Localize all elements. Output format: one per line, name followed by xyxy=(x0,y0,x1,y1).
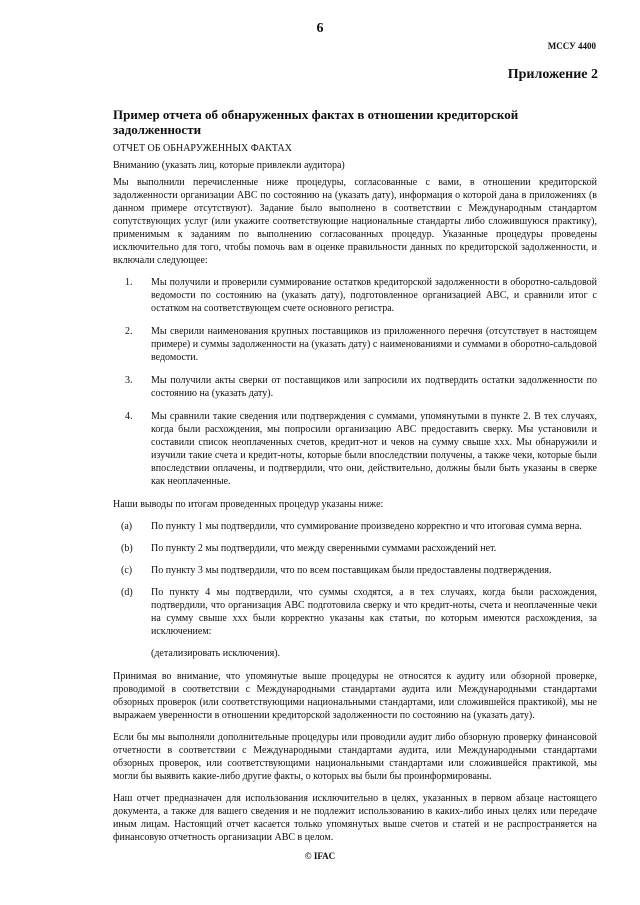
item-text: Мы получили и проверили суммирование остатков кредиторской задолженности в оборотно-сальдовой ведомости по состоянию на (указать дату), подготовленное организацией ABC, и сравнили итог с остатком на соответствующем счете основного регистра. xyxy=(151,277,597,314)
exceptions-note: (детализировать исключения). xyxy=(151,648,281,659)
item-number: 1. xyxy=(125,277,133,288)
item-letter: (a) xyxy=(121,521,133,532)
procedures-list xyxy=(113,276,597,488)
item-text: Мы сверили наименования крупных поставщиков из приложенного перечня (отсутствует в настоящем примере) и суммы задолженности на (указать дату) с наименованиями и суммами в оборотно-сальдовой ведомости. xyxy=(151,326,597,363)
item-text: По пункту 3 мы подтвердили, что по всем поставщикам были предоставлены подтверждения. xyxy=(151,565,552,576)
item-number: 3. xyxy=(125,375,133,386)
item-text: По пункту 2 мы подтвердили, что между сверенными суммами расхождений нет. xyxy=(151,543,497,554)
item-number: 4. xyxy=(125,411,133,422)
list-item xyxy=(113,520,597,533)
document-body xyxy=(113,107,597,848)
item-text: По пункту 4 мы подтвердили, что суммы сходятся, а в тех случаях, когда были расхождения, подтвердили, что организация ABC подготовила сверку и что кредит-ноты, счета и неоплаченные чеки на сумму свыше xxx были корректно указаны как статьи, по которым имеются расхождения, за исключением: xyxy=(151,587,597,637)
page-title: Пример отчета об обнаруженных фактах в отношении кредиторской задолженности xyxy=(113,107,519,137)
list-item xyxy=(113,374,597,400)
appendix-label: Приложение 2 xyxy=(507,67,598,82)
item-text: Мы сравнили такие сведения или подтверждения с суммами, упомянутыми в пункте 2. В тех случаях, когда были расхождения, мы попросили организацию ABC предоставить сверку. Мы установили и составили список неоплаченных счетов, кредит-нот и чеков на сумму свыше xxx. Мы обнаружили и изучили такие счета и кредит-ноты, которые были впоследствии получены, а также чеки, которые были впоследствии оплачены, и подтвердили, что они, действительно, должны были быть указаны в сверке как неоплаченные. xyxy=(151,411,597,487)
purpose-paragraph: Наш отчет предназначен для использования исключительно в целях, указанных в первом абзаце настоящего документа, а также для вашего сведения и не подлежит использованию в каких-либо иных целях или передаче иным лицам. Настоящий отчет касается только упомянутых выше счетов и статей и не распространяется на финансовую отчетность организации ABC в целом. xyxy=(113,793,597,843)
item-number: 2. xyxy=(125,326,133,337)
list-item xyxy=(113,542,597,555)
item-letter: (b) xyxy=(121,543,133,554)
list-item xyxy=(113,325,597,364)
findings-list xyxy=(113,520,597,638)
item-letter: (d) xyxy=(121,587,133,598)
additional-procedures-paragraph: Если бы мы выполняли дополнительные процедуры или проводили аудит либо обзорную проверку финансовой отчетности в соответствии с Международными стандартами аудита, или Международными стандартами обзорных проверок, или соответствующими национальными стандартами или сложившейся практикой, мы могли бы выявить какие-либо другие факты, о которых вы были бы проинформированы. xyxy=(113,732,597,782)
item-text: Мы получили акты сверки от поставщиков или запросили их подтвердить остатки задолженности по состоянию на (указать дату). xyxy=(151,375,597,399)
copyright-footer: © IFAC xyxy=(304,851,336,861)
item-text: По пункту 1 мы подтвердили, что суммирование произведено корректно и что итоговая сумма верна. xyxy=(151,521,582,532)
list-item xyxy=(113,586,597,638)
document-code: МССУ 4400 xyxy=(547,41,596,51)
page-number: 6 xyxy=(316,21,324,36)
report-heading: ОТЧЕТ ОБ ОБНАРУЖЕННЫХ ФАКТАХ xyxy=(113,143,292,154)
findings-intro: Наши выводы по итогам проведенных процедур указаны ниже: xyxy=(113,499,384,510)
not-audit-paragraph: Принимая во внимание, что упомянутые выше процедуры не относятся к аудиту или обзорной проверке, проводимой в соответствии с Международными стандартами аудита или Международными стандартами обзорных проверок (или соответствующими национальными стандартами, или сложившейся практикой), мы не выражаем уверенности в отношении кредиторской задолженности по состоянию на (указать дату). xyxy=(113,671,597,721)
list-item xyxy=(113,564,597,577)
item-letter: (c) xyxy=(121,565,133,576)
attention-line: Вниманию (указать лиц, которые привлекли аудитора) xyxy=(113,160,345,171)
list-item xyxy=(113,410,597,488)
intro-paragraph: Мы выполнили перечисленные ниже процедуры, согласованные с вами, в отношении кредиторской задолженности организации ABC по состоянию на (указать дату), информация о которой дана в приложениях (в данном примере отсутствуют). Задание было выполнено в соответствии с Международным стандартом сопутствующих услуг (или укажите соответствующие национальные стандарты либо сложившуюся практику), применимым к заданиям по выполнению согласованных процедур. Указанные процедуры проведены исключительно для того, чтобы помочь вам в оценке правильности данных по кредиторской задолженности, и включали следующее: xyxy=(113,177,597,266)
list-item xyxy=(113,276,597,315)
